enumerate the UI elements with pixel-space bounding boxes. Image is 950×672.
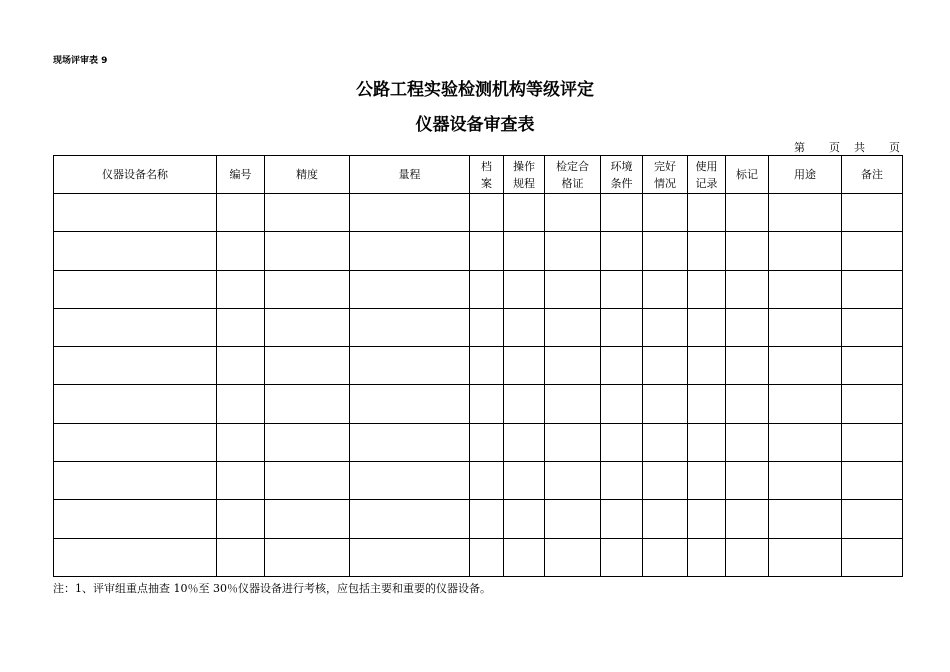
table-cell[interactable] <box>265 194 350 232</box>
table-cell[interactable] <box>504 194 545 232</box>
column-header-label: 使用 记录 <box>695 159 718 190</box>
table-cell[interactable] <box>545 194 601 232</box>
table-row <box>54 347 903 385</box>
table-cell[interactable] <box>545 385 601 423</box>
column-header-label: 检定合 格证 <box>556 159 589 190</box>
table-cell[interactable] <box>842 194 903 232</box>
column-header <box>265 156 350 194</box>
table-cell[interactable] <box>265 270 350 308</box>
column-header <box>726 156 769 194</box>
table-cell[interactable] <box>470 538 504 576</box>
table-cell[interactable] <box>470 194 504 232</box>
table-cell[interactable] <box>643 423 688 461</box>
page-counter <box>794 139 900 155</box>
table-cell[interactable] <box>688 538 726 576</box>
column-header <box>643 156 688 194</box>
column-header <box>504 156 545 194</box>
table-cell[interactable] <box>842 538 903 576</box>
table-cell[interactable] <box>504 462 545 500</box>
table-cell[interactable] <box>842 423 903 461</box>
column-header <box>350 156 470 194</box>
table-cell[interactable] <box>504 538 545 576</box>
table-cell[interactable] <box>350 347 470 385</box>
table-cell[interactable] <box>643 194 688 232</box>
table-cell[interactable] <box>265 308 350 346</box>
column-header-label: 完好 情况 <box>654 159 676 190</box>
table-cell[interactable] <box>688 347 726 385</box>
table-cell[interactable] <box>769 308 842 346</box>
page-counter-ye-total: 页 <box>889 141 900 154</box>
table-cell[interactable] <box>726 308 769 346</box>
table-cell[interactable] <box>265 347 350 385</box>
table-cell[interactable] <box>504 385 545 423</box>
table-cell[interactable] <box>726 500 769 538</box>
table-cell[interactable] <box>769 194 842 232</box>
column-header-label: 环境 条件 <box>610 159 633 190</box>
table-cell[interactable] <box>470 423 504 461</box>
column-header-label: 量程 <box>398 168 421 181</box>
table-cell[interactable] <box>350 308 470 346</box>
table-cell[interactable] <box>545 232 601 270</box>
table-cell[interactable] <box>769 500 842 538</box>
table-cell[interactable] <box>265 385 350 423</box>
table-cell[interactable] <box>265 423 350 461</box>
table-cell[interactable] <box>265 462 350 500</box>
table-cell[interactable] <box>54 308 217 346</box>
table-cell[interactable] <box>470 500 504 538</box>
table-cell[interactable] <box>769 232 842 270</box>
table-cell[interactable] <box>470 270 504 308</box>
column-header-label: 精度 <box>296 168 318 181</box>
column-header-label: 编号 <box>229 168 252 181</box>
table-cell[interactable] <box>601 385 643 423</box>
table-cell[interactable] <box>54 500 217 538</box>
table-cell[interactable] <box>769 385 842 423</box>
table-cell[interactable] <box>842 462 903 500</box>
table-cell[interactable] <box>769 423 842 461</box>
table-cell[interactable] <box>217 538 265 576</box>
table-cell[interactable] <box>688 270 726 308</box>
table-cell[interactable] <box>769 270 842 308</box>
table-cell[interactable] <box>726 232 769 270</box>
table-cell[interactable] <box>504 500 545 538</box>
table-cell[interactable] <box>350 232 470 270</box>
table-cell[interactable] <box>217 423 265 461</box>
column-header-label: 档 案 <box>481 159 492 190</box>
table-cell[interactable] <box>54 347 217 385</box>
table-cell[interactable] <box>842 270 903 308</box>
table-cell[interactable] <box>54 194 217 232</box>
table-cell[interactable] <box>643 385 688 423</box>
table-row <box>54 308 903 346</box>
table-cell[interactable] <box>601 232 643 270</box>
table-cell[interactable] <box>54 423 217 461</box>
table-cell[interactable] <box>688 232 726 270</box>
table-row <box>54 385 903 423</box>
table-cell[interactable] <box>688 385 726 423</box>
column-header <box>54 156 217 194</box>
table-cell[interactable] <box>265 500 350 538</box>
table-cell[interactable] <box>470 232 504 270</box>
table-cell[interactable] <box>504 270 545 308</box>
table-cell[interactable] <box>769 462 842 500</box>
table-cell[interactable] <box>350 194 470 232</box>
table-cell[interactable] <box>545 308 601 346</box>
table-cell[interactable] <box>726 347 769 385</box>
table-cell[interactable] <box>217 347 265 385</box>
table-cell[interactable] <box>842 308 903 346</box>
table-row <box>54 194 903 232</box>
table-cell[interactable] <box>350 462 470 500</box>
table-cell[interactable] <box>688 423 726 461</box>
column-header <box>842 156 903 194</box>
table-cell[interactable] <box>643 308 688 346</box>
column-header-label: 操作 规程 <box>513 159 535 190</box>
table-row <box>54 270 903 308</box>
table-cell[interactable] <box>54 385 217 423</box>
table-cell[interactable] <box>726 423 769 461</box>
equipment-review-table <box>53 155 903 577</box>
table-cell[interactable] <box>643 347 688 385</box>
table-cell[interactable] <box>726 462 769 500</box>
table-cell[interactable] <box>545 270 601 308</box>
page-counter-ye: 页 <box>829 141 840 154</box>
table-row <box>54 462 903 500</box>
table-cell[interactable] <box>688 462 726 500</box>
table-cell[interactable] <box>217 270 265 308</box>
table-cell[interactable] <box>643 500 688 538</box>
table-cell[interactable] <box>217 500 265 538</box>
table-row <box>54 423 903 461</box>
table-cell[interactable] <box>545 500 601 538</box>
table-cell[interactable] <box>643 462 688 500</box>
table-cell[interactable] <box>217 232 265 270</box>
table-cell[interactable] <box>54 270 217 308</box>
table-cell[interactable] <box>504 308 545 346</box>
table-cell[interactable] <box>842 500 903 538</box>
table-cell[interactable] <box>504 347 545 385</box>
table-cell[interactable] <box>601 347 643 385</box>
table-cell[interactable] <box>265 538 350 576</box>
table-cell[interactable] <box>545 423 601 461</box>
table-cell[interactable] <box>545 538 601 576</box>
table-cell[interactable] <box>265 232 350 270</box>
column-header <box>217 156 265 194</box>
table-cell[interactable] <box>601 538 643 576</box>
table-cell[interactable] <box>217 308 265 346</box>
table-body <box>54 194 903 577</box>
table-cell[interactable] <box>545 347 601 385</box>
table-cell[interactable] <box>601 423 643 461</box>
table-row <box>54 500 903 538</box>
column-header <box>769 156 842 194</box>
column-header <box>688 156 726 194</box>
table-header-row <box>54 156 903 194</box>
document-subtitle: 仪器设备审查表 <box>415 115 535 135</box>
table-cell[interactable] <box>688 194 726 232</box>
table-cell[interactable] <box>842 232 903 270</box>
table-cell[interactable] <box>601 308 643 346</box>
table-cell[interactable] <box>470 308 504 346</box>
table-cell[interactable] <box>601 270 643 308</box>
table-cell[interactable] <box>217 462 265 500</box>
table-cell[interactable] <box>350 385 470 423</box>
table-cell[interactable] <box>688 500 726 538</box>
table-cell[interactable] <box>54 232 217 270</box>
table-cell[interactable] <box>470 347 504 385</box>
form-number-label: 现场评审表 9 <box>53 56 108 66</box>
column-header-label: 仪器设备名称 <box>102 168 168 181</box>
column-header <box>545 156 601 194</box>
page-counter-di: 第 <box>794 141 805 154</box>
column-header-label: 标记 <box>736 168 758 181</box>
table-cell[interactable] <box>643 270 688 308</box>
table-cell[interactable] <box>54 538 217 576</box>
table-cell[interactable] <box>643 232 688 270</box>
table-cell[interactable] <box>350 423 470 461</box>
table-cell[interactable] <box>769 538 842 576</box>
table-cell[interactable] <box>350 500 470 538</box>
table-cell[interactable] <box>726 270 769 308</box>
table-cell[interactable] <box>842 385 903 423</box>
table-cell[interactable] <box>601 500 643 538</box>
table-cell[interactable] <box>504 423 545 461</box>
table-cell[interactable] <box>726 385 769 423</box>
page-counter-gong: 共 <box>854 141 865 154</box>
table-cell[interactable] <box>601 462 643 500</box>
table-cell[interactable] <box>726 538 769 576</box>
table-row <box>54 232 903 270</box>
table-cell[interactable] <box>643 538 688 576</box>
table-cell[interactable] <box>842 347 903 385</box>
table-row <box>54 538 903 576</box>
table-cell[interactable] <box>217 385 265 423</box>
table-cell[interactable] <box>350 538 470 576</box>
column-header <box>601 156 643 194</box>
column-header-label: 备注 <box>861 168 883 181</box>
table-cell[interactable] <box>504 232 545 270</box>
document-title: 公路工程实验检测机构等级评定 <box>356 80 594 100</box>
table-cell[interactable] <box>545 462 601 500</box>
table-cell[interactable] <box>217 194 265 232</box>
table-cell[interactable] <box>769 347 842 385</box>
table-cell[interactable] <box>601 194 643 232</box>
footnote: 注：1、评审组重点抽查 10％至 30％仪器设备进行考核，应包括主要和重要的仪器设备。 <box>53 582 491 595</box>
table-cell[interactable] <box>350 270 470 308</box>
table-cell[interactable] <box>726 194 769 232</box>
table-cell[interactable] <box>470 462 504 500</box>
table-cell[interactable] <box>688 308 726 346</box>
column-header <box>470 156 504 194</box>
table-cell[interactable] <box>470 385 504 423</box>
column-header-label: 用途 <box>794 168 816 181</box>
table-cell[interactable] <box>54 462 217 500</box>
